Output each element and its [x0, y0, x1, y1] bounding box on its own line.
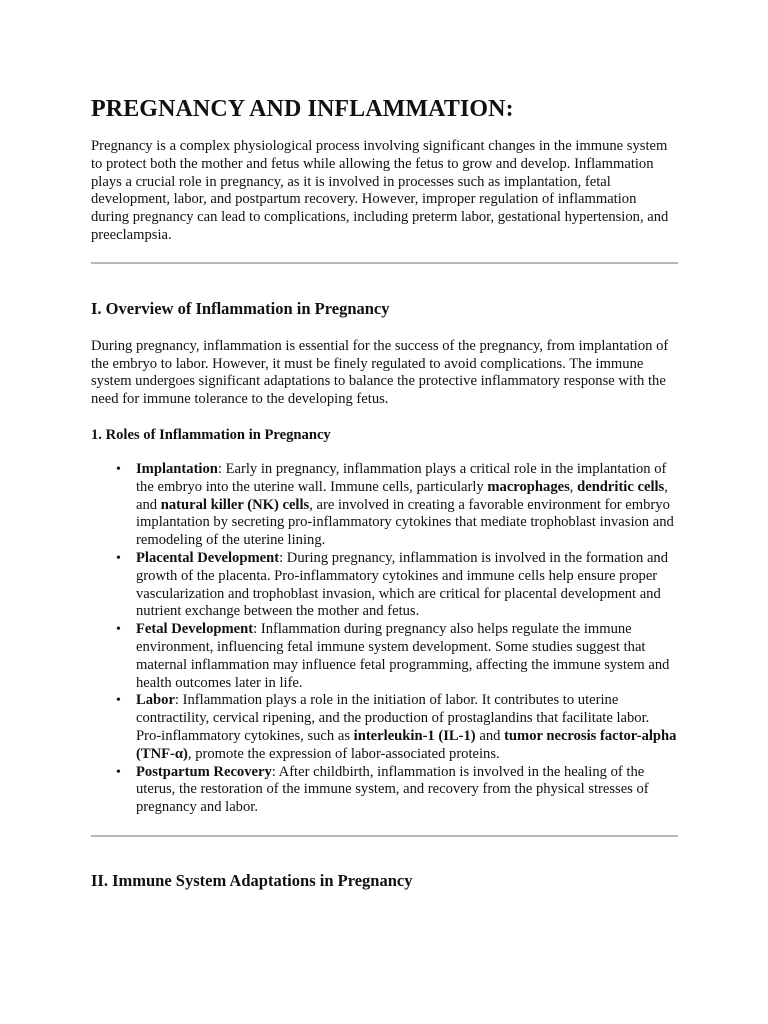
item-text: : Inflammation plays a role in the initiation of labor. It contributes to uterine contractility, cervical ripening, and the production of prostaglandins that facilitate labor. Pro-inflammatory cytokines, such as [136, 692, 650, 744]
list-item-postpartum-recovery [136, 764, 678, 817]
section-heading-immune-adaptations: II. Immune System Adaptations in Pregnancy [91, 870, 413, 890]
term-labor: Labor [136, 692, 175, 709]
list-item-labor [136, 692, 678, 763]
term-dendritic-cells: dendritic cells [577, 478, 665, 495]
term-il-1: interleukin-1 (IL-1) [353, 727, 476, 744]
item-text: , promote the expression of labor-associated proteins. [187, 745, 500, 762]
section-divider [91, 835, 678, 837]
list-item-fetal-development [136, 621, 678, 692]
document-title: PREGNANCY AND INFLAMMATION: [91, 96, 514, 122]
term-nk-cells: natural killer (NK) cells [160, 496, 310, 513]
item-text: : After childbirth, inflammation is involved in the healing of the uterus, the restoration of the immune system, and recovery from the physical stresses of pregnancy and labor. [136, 763, 649, 816]
item-text: and [475, 727, 505, 744]
list-item-placental-development [136, 550, 678, 621]
term-postpartum-recovery: Postpartum Recovery [136, 763, 272, 780]
roles-list [91, 461, 678, 817]
term-fetal-development: Fetal Development [136, 621, 254, 638]
subsection-heading-roles: 1. Roles of Inflammation in Pregnancy [91, 426, 331, 443]
item-text: , and [136, 478, 668, 513]
term-implantation: Implantation [136, 460, 218, 477]
intro-paragraph: Pregnancy is a complex physiological process involving significant changes in the immune system to protect both the mother and fetus while allowing the fetus to grow and develop. Inflammation plays a crucial role in pregnancy, as it is involved in processes such as implantation, fetal development, labor, and postpartum recovery. However, improper regulation of inflammation during pregnancy can lead to complications, including preterm labor, gestational hypertension, and preeclampsia. [91, 138, 669, 243]
section-heading-overview: I. Overview of Inflammation in Pregnancy [91, 298, 390, 318]
item-text: : During pregnancy, inflammation is involved in the formation and growth of the placenta. Pro-inflammatory cytokines and immune cells help ensure proper vascularization and trophoblast invasion, which are critical for placental development and nutrient exchange between the mother and fetus. [136, 549, 669, 620]
item-text: : Early in pregnancy, inflammation plays a critical role in the implantation of the embryo into the uterine wall. Immune cells, particularly [136, 460, 667, 495]
term-placental-development: Placental Development [136, 549, 280, 566]
item-text: , are involved in creating a favorable environment for embryo implantation by secreting pro-inflammatory cytokines that mediate trophoblast invasion and remodeling of the uterine lining. [136, 496, 674, 549]
term-macrophages: macrophages [487, 478, 570, 495]
term-tnf-alpha: tumor necrosis factor-alpha (TNF-α) [136, 727, 677, 762]
item-text: : Inflammation during pregnancy also helps regulate the immune environment, influencing fetal immune system development. Some studies suggest that maternal inflammation may influence fetal programming, affecting the immune system and health outcomes later in life. [136, 621, 670, 691]
overview-paragraph: During pregnancy, inflammation is essential for the success of the pregnancy, from implantation of the embryo to labor. However, it must be finely regulated to avoid complications. The immune system undergoes significant adaptations to balance the protective inflammatory response with the need for immune tolerance to the developing fetus. [91, 337, 669, 408]
list-item-implantation [136, 461, 678, 550]
item-text: , [569, 478, 578, 495]
section-divider [91, 262, 678, 264]
